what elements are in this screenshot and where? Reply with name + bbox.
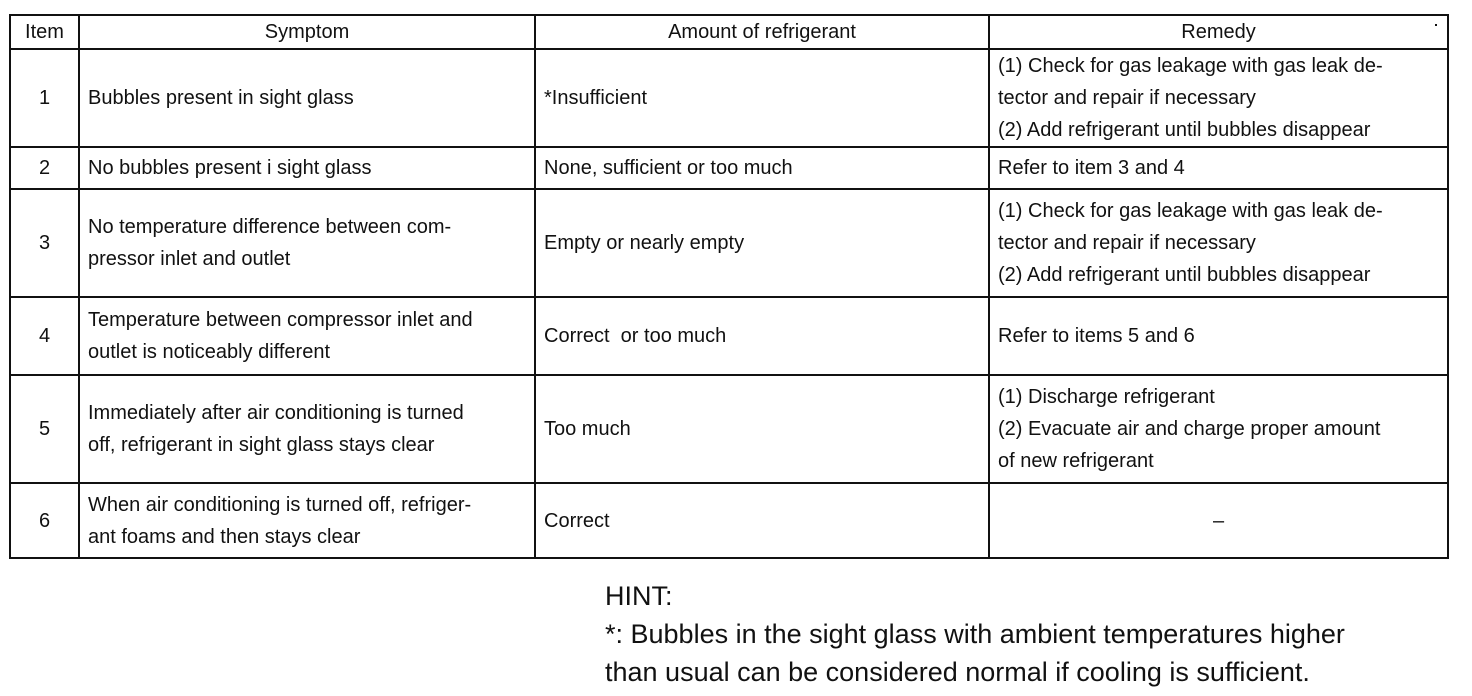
remedy-text: of new refrigerant [998, 450, 1154, 472]
remedy-text: tector and repair if necessary [998, 87, 1256, 109]
header-amount: Amount of refrigerant [535, 15, 989, 49]
symptom-text: pressor inlet and outlet [88, 248, 291, 270]
remedy-text: tector and repair if necessary [998, 232, 1256, 254]
symptom-text: ant foams and then stays clear [88, 525, 361, 548]
remedy-text: (1) Discharge refrigerant [998, 386, 1215, 408]
symptom-cell [79, 375, 535, 483]
amount-cell: *Insufficient [535, 49, 989, 147]
symptom-text: Temperature between compressor inlet and [88, 309, 473, 331]
remedy-text: (2) Evacuate air and charge proper amount [998, 418, 1381, 440]
header-remedy: Remedy [989, 15, 1448, 49]
refrigerant-diagnosis-table [9, 14, 1449, 559]
table-row [10, 297, 1448, 375]
item-number: 1 [10, 49, 79, 147]
symptom-cell [79, 483, 535, 558]
hint-text-line: than usual can be considered normal if cooling is sufficient. [605, 657, 1310, 687]
amount-cell: Correct or too much [535, 297, 989, 375]
remedy-cell [989, 375, 1448, 483]
remedy-cell [989, 297, 1448, 375]
header-item: Item [10, 15, 79, 49]
table-row [10, 483, 1448, 558]
remedy-text: Refer to item 3 and 4 [998, 157, 1185, 179]
symptom-text: Immediately after air conditioning is turned [88, 402, 464, 424]
amount-cell: Correct [535, 483, 989, 558]
amount-cell: None, sufficient or too much [535, 147, 989, 189]
item-number: 2 [10, 147, 79, 189]
symptom-text: Bubbles present in sight glass [88, 87, 354, 109]
symptom-cell [79, 147, 535, 189]
item-number: 5 [10, 375, 79, 483]
hint-title: HINT: [605, 581, 673, 611]
amount-cell: Too much [535, 375, 989, 483]
symptom-text: No bubbles present i sight glass [88, 157, 372, 179]
symptom-text: No temperature difference between com- [88, 216, 452, 238]
scan-speck [1435, 24, 1437, 26]
remedy-text: – [1212, 509, 1225, 532]
remedy-text: (2) Add refrigerant until bubbles disappear [998, 264, 1371, 286]
symptom-cell [79, 297, 535, 375]
amount-cell: Empty or nearly empty [535, 189, 989, 297]
table-header-row [10, 15, 1448, 49]
symptom-text: off, refrigerant in sight glass stays clear [88, 434, 435, 456]
symptom-text: outlet is noticeably different [88, 341, 331, 363]
symptom-text: When air conditioning is turned off, refriger- [88, 493, 472, 516]
table-row [10, 49, 1448, 147]
item-number: 3 [10, 189, 79, 297]
symptom-cell [79, 189, 535, 297]
table-row [10, 147, 1448, 189]
remedy-text: (1) Check for gas leakage with gas leak de- [998, 200, 1383, 222]
remedy-text: (2) Add refrigerant until bubbles disappear [998, 119, 1371, 141]
hint-note [605, 577, 1345, 691]
remedy-cell [989, 189, 1448, 297]
remedy-cell [989, 49, 1448, 147]
table-row [10, 189, 1448, 297]
remedy-text: (1) Check for gas leakage with gas leak de- [998, 55, 1383, 77]
remedy-cell [989, 147, 1448, 189]
remedy-text: Refer to items 5 and 6 [998, 325, 1195, 347]
header-symptom: Symptom [79, 15, 535, 49]
remedy-cell [989, 483, 1448, 558]
hint-text-line: *: Bubbles in the sight glass with ambient temperatures higher [605, 619, 1345, 649]
table-row [10, 375, 1448, 483]
item-number: 6 [10, 483, 79, 558]
symptom-cell [79, 49, 535, 147]
item-number: 4 [10, 297, 79, 375]
